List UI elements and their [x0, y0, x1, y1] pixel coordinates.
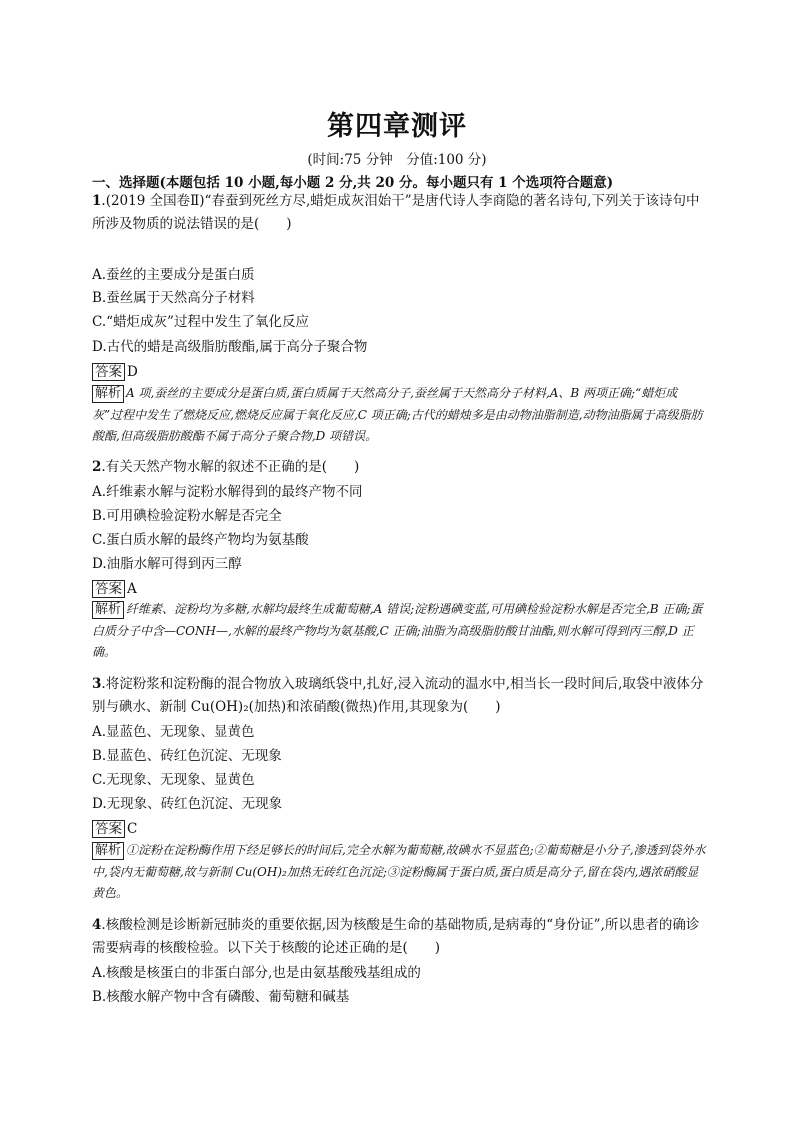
question-3-stem: 3.将淀粉浆和淀粉酶的混合物放入玻璃纸袋中,扎好,浸入流动的温水中,相当长一段时间后,取袋中液体分别与碘水、新制 Cu(OH)₂(加热)和浓硝酸(微热)作用,其现象为( ) [92, 676, 704, 715]
question-2-option-b: B.可用碘检验淀粉水解是否完全 [92, 508, 282, 524]
question-1-answer: 答案 D [92, 362, 138, 382]
question-4-option-b: B.核酸水解产物中含有磷酸、葡萄糖和碱基 [92, 989, 350, 1005]
question-3-option-a: A.显蓝色、无现象、显黄色 [92, 724, 255, 740]
section-heading: 一、选择题(本题包括 10 小题,每小题 2 分,共 20 分。每小题只有 1 个选项符合题意) [92, 175, 614, 191]
question-4-stem: 4.核酸检测是诊断新冠肺炎的重要依据,因为核酸是生命的基础物质,是病毒的“身份证”,所以患者的确诊需要病毒的核酸检验。以下关于核酸的论述正确的是( ) [92, 917, 700, 956]
answer-tag: 答案 [92, 820, 125, 838]
question-2-stem: 2.有关天然产物水解的叙述不正确的是( ) [92, 459, 360, 475]
question-number: 3 [92, 676, 102, 692]
page-title: 第四章测评 [327, 111, 467, 142]
question-number: 2 [92, 459, 102, 475]
question-2-answer: 答案 A [92, 579, 137, 599]
question-2-analysis: 解析 纤维素、淀粉均为多糖,水解均最终生成葡萄糖,A 错误;淀粉遇碘变蓝,可用碘检验淀粉水解是否完全,B 正确;蛋白质分子中含—CONH—,水解的最终产物均为氨基酸,C 正确;油脂为高级脂肪酸甘油酯,则水解可得到丙三醇,D 正确。 [92, 602, 703, 659]
question-3-option-d: D.无现象、砖红色沉淀、无现象 [92, 796, 283, 812]
question-number: 1 [92, 193, 102, 209]
question-2-option-a: A.纤维素水解与淀粉水解得到的最终产物不同 [92, 484, 363, 500]
analysis-tag: 解析 [92, 842, 124, 860]
analysis-tag: 解析 [92, 601, 124, 619]
question-number: 4 [92, 917, 102, 933]
question-1-option-d: D.古代的蜡是高级脂肪酸酯,属于高分子聚合物 [92, 339, 368, 355]
question-1-option-b: B.蚕丝属于天然高分子材料 [92, 290, 255, 306]
question-2-option-c: C.蛋白质水解的最终产物均为氨基酸 [92, 532, 309, 548]
question-3-answer: 答案 C [92, 819, 137, 839]
question-3-option-b: B.显蓝色、砖红色沉淀、无现象 [92, 748, 282, 764]
analysis-tag: 解析 [92, 385, 124, 403]
question-2-option-d: D.油脂水解可得到丙三醇 [92, 556, 242, 572]
answer-tag: 答案 [92, 363, 125, 381]
question-1-option-c: C.“蜡炬成灰”过程中发生了氧化反应 [92, 314, 309, 330]
question-1-stem: 1.(2019 全国卷Ⅱ)“春蚕到死丝方尽,蜡炬成灰泪始干”是唐代诗人李商隐的著名诗句,下列关于该诗句中所涉及物质的说法错误的是( ) [92, 193, 700, 232]
question-4-option-a: A.核酸是核蛋白的非蛋白部分,也是由氨基酸残基组成的 [92, 965, 421, 981]
question-1-option-a: A.蚕丝的主要成分是蛋白质 [92, 267, 255, 283]
question-3-option-c: C.无现象、无现象、显黄色 [92, 772, 255, 788]
answer-tag: 答案 [92, 580, 125, 598]
question-1-analysis: 解析 A 项,蚕丝的主要成分是蛋白质,蛋白质属于天然高分子,蚕丝属于天然高分子材料,A、B 两项正确;“蜡炬成灰”过程中发生了燃烧反应,燃烧反应属于氧化反应,C 项正确;古代的蜡烛多是由动物油脂制造,动物油脂属于高级脂肪酸酯,但高级脂肪酸酯不属于高分子聚合物,D 项错误。 [92, 386, 703, 443]
exam-time-score: (时间:75 分钟 分值:100 分) [307, 152, 487, 168]
question-3-analysis: 解析 ①淀粉在淀粉酶作用下经足够长的时间后,完全水解为葡萄糖,故碘水不显蓝色;②葡萄糖是小分子,渗透到袋外水中,袋内无葡萄糖,故与新制 Cu(OH)₂加热无砖红色沉淀;③淀粉酶属于蛋白质,蛋白质是高分子,留在袋内,遇浓硝酸显黄色。 [92, 843, 706, 900]
